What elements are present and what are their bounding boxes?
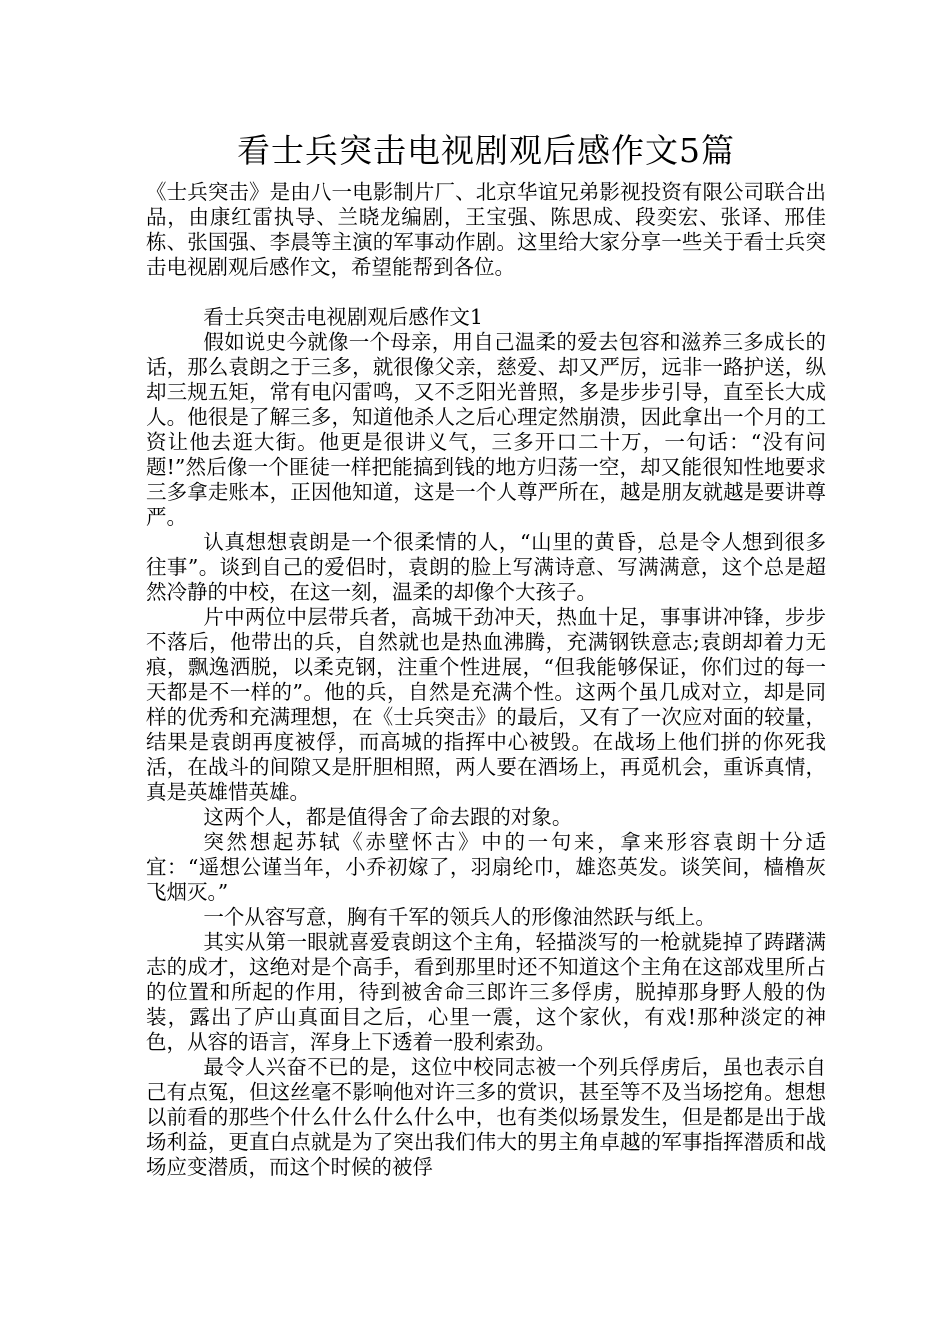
- blank-line: [146, 280, 826, 305]
- body-paragraph: 其实从第一眼就喜爱袁朗这个主角，轻描淡写的一枪就毙掉了踌躇满志的成才，这绝对是个高手，看到那里时还不知道这个主角在这部戏里所占的位置和所起的作用，待到被舍命三郎许三多俘虏，脱掉那身野人般的伪装，露出了庐山真面目之后，心里一震，这个家伙，有戏!那种淡定的神色，从容的语言，浑身上下透着一股利索劲。: [146, 930, 826, 1054]
- section-title: 看士兵突击电视剧观后感作文1: [203, 305, 483, 329]
- body-paragraph: 这两个人，都是值得舍了命去跟的对象。: [203, 805, 573, 829]
- document-title: 看士兵突击电视剧观后感作文5篇: [237, 131, 735, 170]
- body-paragraph: 最令人兴奋不已的是，这位中校同志被一个列兵俘虏后，虽也表示自己有点冤，但这丝毫不影响他对许三多的赏识，甚至等不及当场挖角。想想以前看的那些个什么什么什么什么中，也有类似场景发生，但是都是出于战场利益，更直白点就是为了突出我们伟大的男主角卓越的军事指挥潜质和战场应变潜质，而这个时候的被俘: [146, 1055, 826, 1179]
- intro-paragraph: 《士兵突击》是由八一电影制片厂、北京华谊兄弟影视投资有限公司联合出品，由康红雷执导、兰晓龙编剧，王宝强、陈思成、段奕宏、张译、邢佳栋、张国强、李晨等主演的军事动作剧。这里给大家分享一些关于看士兵突击电视剧观后感作文，希望能帮到各位。: [146, 180, 826, 279]
- body-paragraph: 一个从容写意，胸有千军的领兵人的形像油然跃与纸上。: [203, 905, 716, 929]
- body-paragraph: 片中两位中层带兵者，高城干劲冲天，热血十足，事事讲冲锋，步步不落后，他带出的兵，自然就也是热血沸腾，充满钢铁意志;袁朗却着力无痕，飘逸洒脱，以柔克钢，注重个性进展，“但我能够保证，你们过的每一天都是不一样的”。他的兵，自然是充满个性。这两个虽几成对立，却是同样的优秀和充满理想，在《士兵突击》的最后，又有了一次应对面的较量，结果是袁朗再度被俘，而高城的指挥中心被毁。在战场上他们拼的你死我活，在战斗的间隙又是肝胆相照，两人要在酒场上，再觅机会，重诉真情，真是英雄惜英雄。: [146, 605, 826, 804]
- body-paragraph: 认真想想袁朗是一个很柔情的人，“山里的黄昏，总是令人想到很多往事”。谈到自己的爱侣时，袁朗的脸上写满诗意、写满满意，这个总是超然冷静的中校，在这一刻，温柔的却像个大孩子。: [146, 530, 826, 604]
- document-page: [146, 128, 826, 1180]
- body-paragraph: 突然想起苏轼《赤壁怀古》中的一句来，拿来形容袁朗十分适宜：“遥想公谨当年，小乔初嫁了，羽扇纶巾，雄恣英发。谈笑间，樯橹灰飞烟灭。”: [146, 830, 826, 904]
- body-paragraph: 假如说史今就像一个母亲，用自己温柔的爱去包容和滋养三多成长的话，那么袁朗之于三多，就很像父亲，慈爱、却又严厉，远非一路护送，纵却三规五矩，常有电闪雷鸣，又不乏阳光普照，多是步步引导，直至长大成人。他很是了解三多，知道他杀人之后心理定然崩溃，因此拿出一个月的工资让他去逛大街。他更是很讲义气，三多开口二十万，一句话：“没有问题!”然后像一个匪徒一样把能搞到钱的地方归荡一空，却又能很知性地要求三多拿走账本，正因他知道，这是一个人尊严所在，越是朋友就越是要讲尊严。: [146, 330, 826, 529]
